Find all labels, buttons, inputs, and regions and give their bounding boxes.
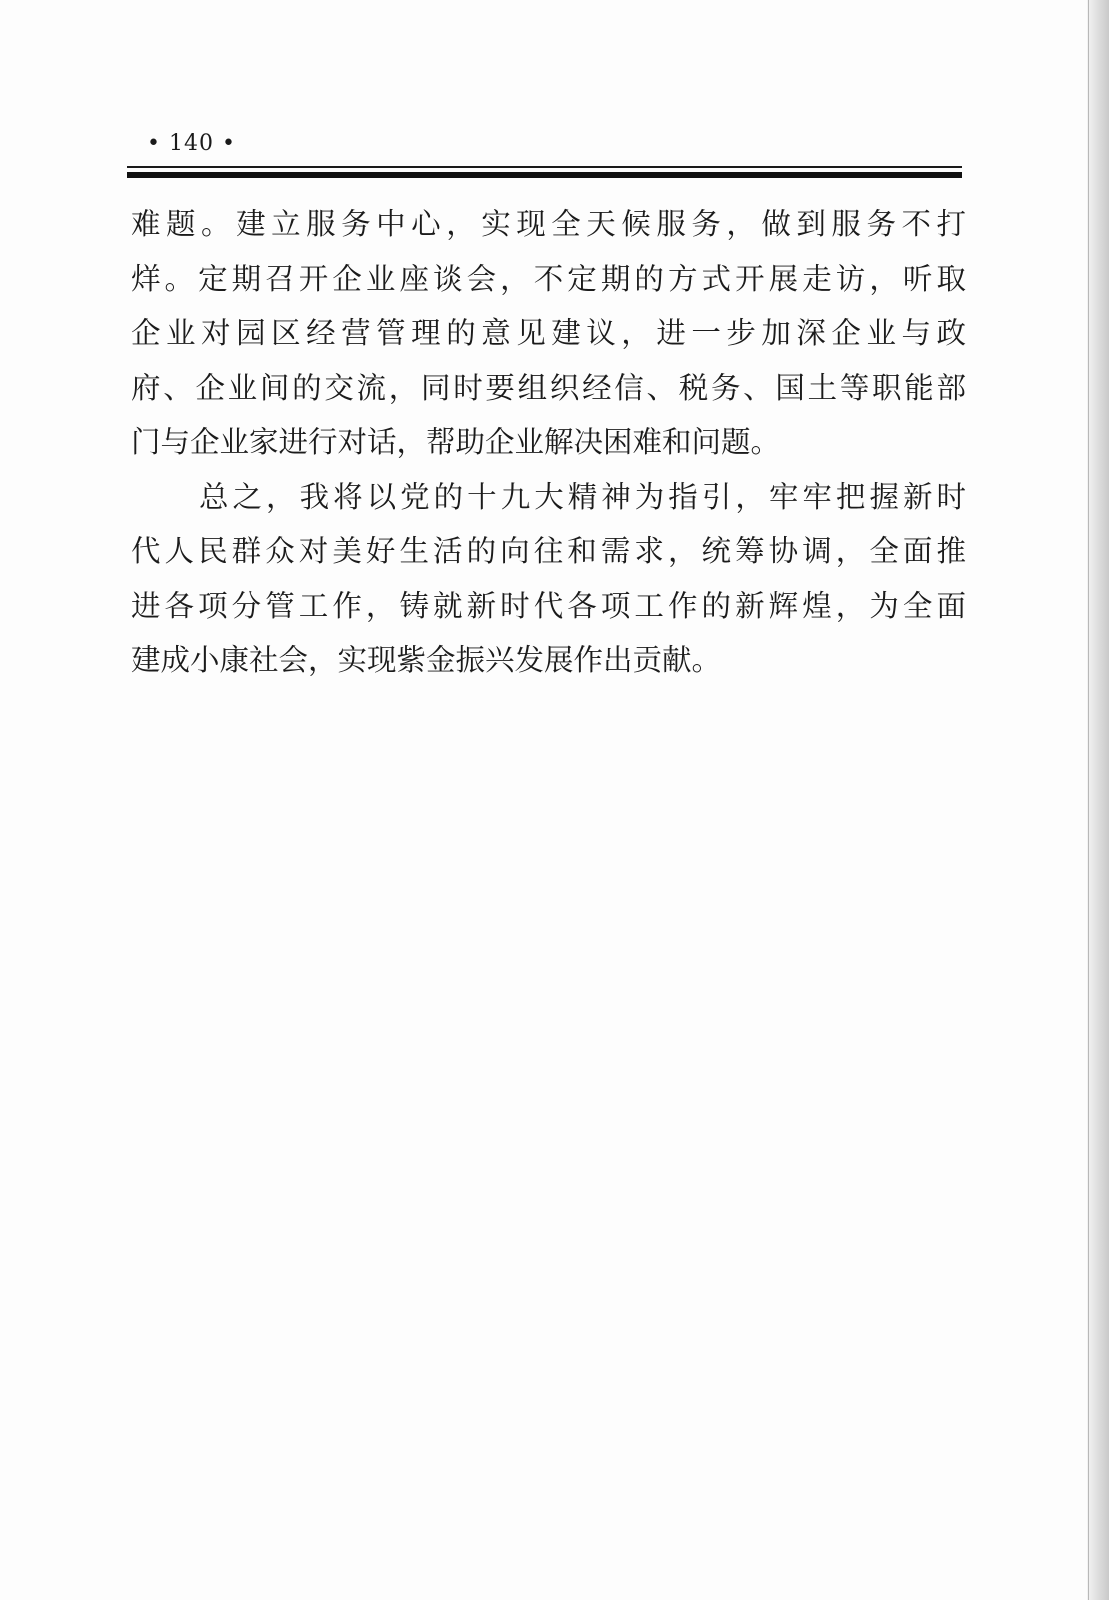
text-line: 烊。定期召开企业座谈会，不定期的方式开展走访，听取 [131, 261, 966, 296]
paragraph-2 [131, 470, 966, 688]
text-line: 门与企业家进行对话，帮助企业解决困难和问题。 [131, 425, 781, 459]
page-header [127, 128, 962, 162]
paragraph-1 [131, 197, 966, 470]
page-number: • 140 • [147, 131, 236, 156]
page-edge-shadow [1087, 0, 1109, 1600]
text-line: 建成小康社会，实现紫金振兴发展作出贡献。 [131, 643, 722, 677]
header-rule-thin [127, 166, 962, 168]
page-edge-line [1088, 0, 1089, 1600]
body-text [131, 197, 966, 688]
text-line: 代人民群众对美好生活的向往和需求，统筹协调，全面推 [131, 534, 966, 568]
text-line: 进各项分管工作，铸就新时代各项工作的新辉煌，为全面 [131, 588, 966, 623]
header-rule-thick [127, 172, 962, 178]
text-line: 企业对园区经营管理的意见建议，进一步加深企业与政 [131, 316, 966, 350]
text-line: 难题。建立服务中心，实现全天候服务，做到服务不打 [131, 207, 966, 241]
text-line: 府、企业间的交流，同时要组织经信、税务、国土等职能部 [131, 370, 966, 405]
text-line: 总之，我将以党的十九大精神为指引，牢牢把握新时 [199, 479, 966, 514]
